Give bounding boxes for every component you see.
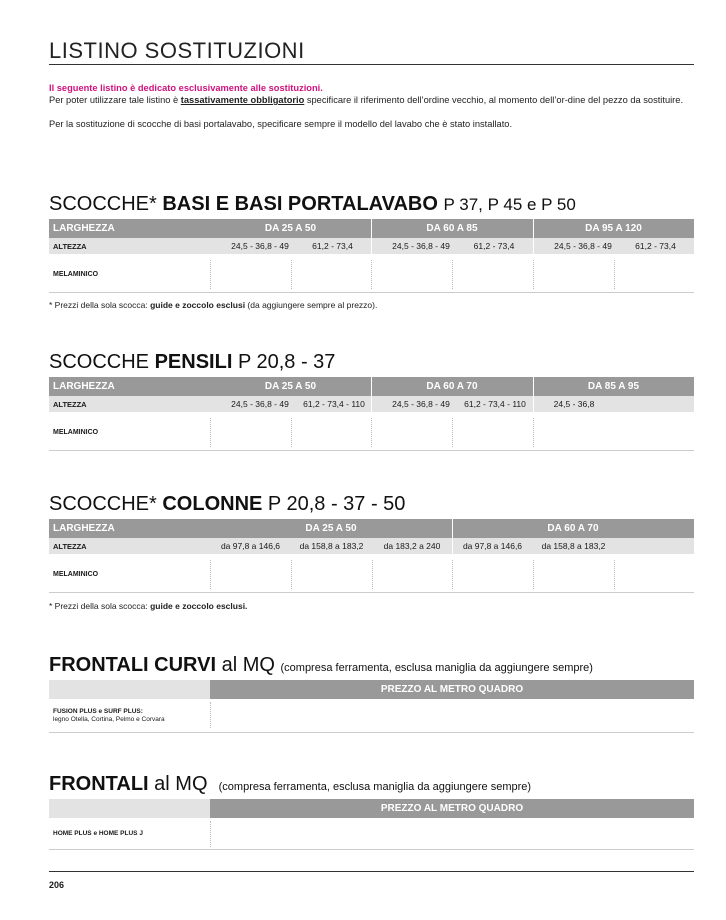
note-basi: * Prezzi della sola scocca: guide e zoccolo esclusi (da aggiungere sempre al prezzo). — [49, 300, 378, 310]
intro-highlight: Il seguente listino è dedicato esclusivamente alle sostituzioni. — [49, 83, 323, 93]
table-colonne — [49, 519, 694, 593]
intro-para2: Per la sostituzione di scocche di basi portalavabo, specificare sempre il modello del lavabo che è stato installato. — [49, 119, 513, 129]
page-number: 206 — [49, 880, 65, 890]
melaminico-row: MELAMINICO — [49, 256, 694, 293]
section-frontali-curvi-heading: FRONTALI CURVI al MQ (compresa ferramenta, esclusa maniglia da aggiungere sempre) — [49, 654, 593, 676]
intro-line2: Per poter utilizzare tale listino è tassativamente obbligatorio specificare il riferimento dell’ordine vecchio, al momento dell’or-dine del pezzo da sostituire. — [49, 95, 684, 105]
frontali-curvi-row: FUSION PLUS e SURF PLUS: legno Otella, Cortina, Pelmo e Corvara — [49, 699, 694, 733]
intro-text — [49, 82, 694, 130]
altezza-row: ALTEZZA 24,5 - 36,8 - 49 61,2 - 73,4 - 110 24,5 - 36,8 - 49 61,2 - 73,4 - 110 24,5 - 36,8 — [49, 396, 694, 414]
altezza-row: ALTEZZA 24,5 - 36,8 - 49 61,2 - 73,4 24,5 - 36,8 - 49 61,2 - 73,4 24,5 - 36,8 - 49 61,2 - 73,4 — [49, 238, 694, 256]
table-basi — [49, 219, 694, 293]
melaminico-row: MELAMINICO — [49, 414, 694, 451]
melaminico-row: MELAMINICO — [49, 556, 694, 593]
group-label: DA 60 A 85 — [426, 223, 478, 234]
note-colonne: * Prezzi della sola scocca: guide e zoccolo esclusi. — [49, 601, 248, 611]
group-label: DA 95 A 120 — [585, 223, 642, 234]
price-header: PREZZO AL METRO QUADRO — [210, 680, 694, 699]
title-rule — [49, 64, 694, 65]
price-header: PREZZO AL METRO QUADRO — [210, 799, 694, 818]
altezza-row: ALTEZZA da 97,8 a 146,6 da 158,8 a 183,2 da 183,2 a 240 da 97,8 a 146,6 da 158,8 a 183,2 — [49, 538, 694, 556]
larghezza-row: LARGHEZZA DA 25 A 50 DA 60 A 85 DA 95 A 120 — [49, 219, 694, 238]
table-pensili — [49, 377, 694, 451]
table-frontali-curvi — [49, 680, 694, 733]
frontali-row: HOME PLUS e HOME PLUS J — [49, 818, 694, 850]
section-frontali-heading: FRONTALI al MQ (compresa ferramenta, esclusa maniglia da aggiungere sempre) — [49, 773, 532, 795]
larghezza-row: LARGHEZZA DA 25 A 50 DA 60 A 70 DA 85 A 95 — [49, 377, 694, 396]
group-label: DA 25 A 50 — [264, 223, 317, 234]
footer-rule — [49, 871, 694, 872]
section-colonne-heading: SCOCCHE* COLONNE P 20,8 - 37 - 50 — [49, 493, 406, 515]
larghezza-row: LARGHEZZA DA 25 A 50 DA 60 A 70 — [49, 519, 694, 538]
table-frontali — [49, 799, 694, 850]
page-title: LISTINO SOSTITUZIONI — [49, 38, 305, 63]
section-pensili-heading: SCOCCHE PENSILI P 20,8 - 37 — [49, 351, 336, 373]
section-basi-heading: SCOCCHE* BASI E BASI PORTALAVABO P 37, P 45 e P 50 — [49, 193, 576, 215]
